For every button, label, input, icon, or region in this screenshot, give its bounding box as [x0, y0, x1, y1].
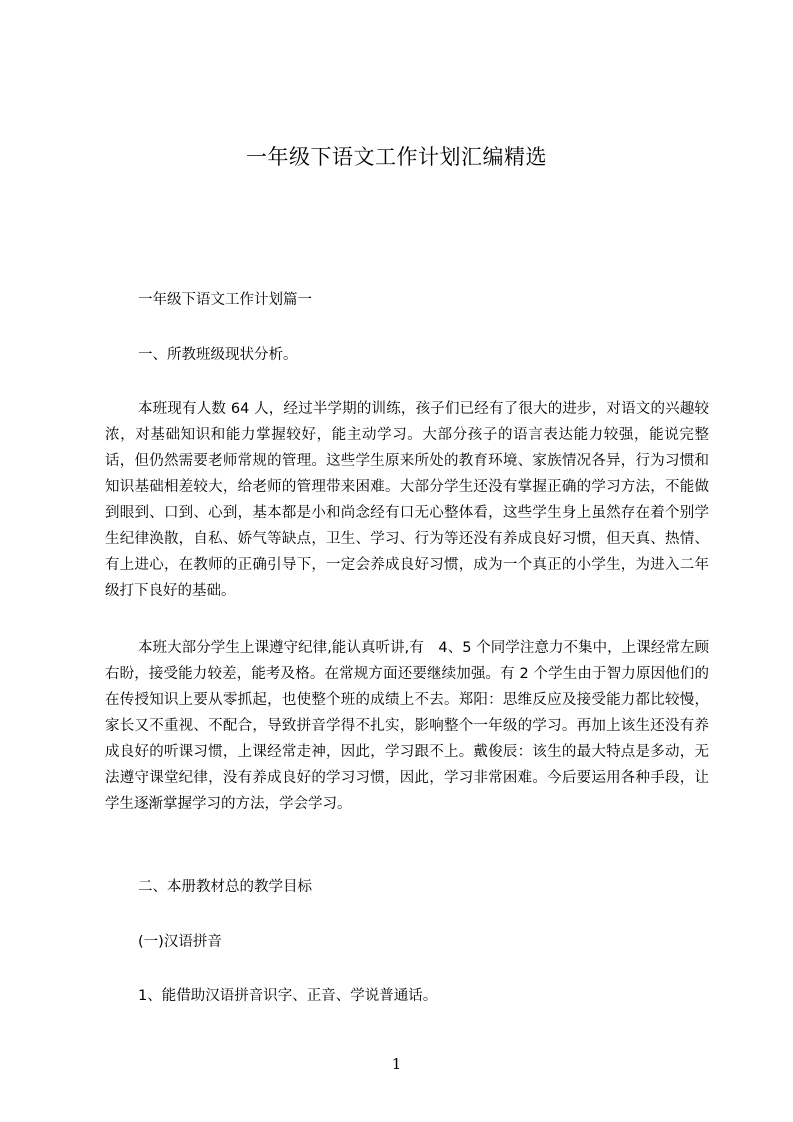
subsection1-heading: (一)汉语拼音: [138, 934, 222, 950]
section2-heading: 二、本册教材总的教学目标: [138, 879, 312, 895]
paragraph-2: 本班大部分学生上课遵守纪律,能认真听讲,有 4、5 个同学注意力不集中，上课经常左顾右盼，接受能力较差，能考及格。在常规方面还要继续加强。有 2 个学生由于智力原因他们的在传授知识上要从零抓起，也使整个班的成绩上不去。郑阳：思维反应及接受能力都比较慢，家长又不重视、不配合，导致拼音学得不扎实，影响整个一年级的学习。再加上该生还没有养成良好的听课习惯，上课经常走神，因此，学习跟不上。戴俊辰：该生的最大特点是多动，无法遵守课堂纪律，没有养成良好的学习习惯，因此，学习非常困难。今后要运用各种手段，让学生逐渐掌握学习的方法，学会学习。: [105, 640, 709, 812]
document-subtitle: 一年级下语文工作计划篇一: [138, 292, 312, 308]
paragraph-1: 本班现有人数 64 人，经过半学期的训练，孩子们已经有了很大的进步，对语文的兴趣较浓，对基础知识和能力掌握较好，能主动学习。大部分孩子的语言表达能力较强，能说完整话，但仍然需要老师常规的管理。这些学生原来所处的教育环境、家族情况各异，行为习惯和知识基础相差较大，给老师的管理带来困难。大部分学生还没有掌握正确的学习方法，不能做到眼到、口到、心到，基本都是小和尚念经有口无心整体看，这些学生身上虽然存在着个别学生纪律涣散，自私、娇气等缺点，卫生、学习、行为等还没有养成良好习惯，但天真、热情、有上进心，在教师的正确引导下，一定会养成良好习惯，成为一个真正的小学生，为进入二年级打下良好的基础。: [105, 401, 709, 599]
list-item-1: 1、能借助汉语拼音识字、正音、学说普通话。: [138, 988, 438, 1004]
document-title: 一年级下语文工作计划汇编精选: [246, 145, 547, 169]
page-number: 1: [391, 1055, 402, 1073]
section1-heading: 一、所教班级现状分析。: [138, 347, 298, 363]
